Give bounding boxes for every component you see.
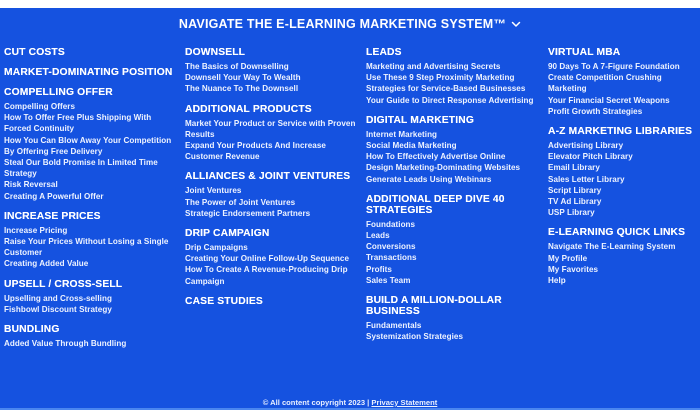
nav-link[interactable]: Systemization Strategies <box>366 332 464 342</box>
nav-link[interactable]: Strategic Endorsement Partners <box>185 208 311 218</box>
nav-link[interactable]: Your Guide to Direct Response Advertising <box>366 95 534 105</box>
nav-link[interactable]: Generate Leads Using Webinars <box>366 174 492 184</box>
section-title-link[interactable]: COMPELLING OFFER <box>4 87 113 98</box>
nav-section <box>548 47 698 117</box>
section-title-link[interactable]: DIGITAL MARKETING <box>366 114 474 126</box>
nav-section <box>548 126 698 218</box>
nav-link[interactable]: The Basics of Downselling <box>185 62 289 71</box>
nav-column-2 <box>185 47 357 316</box>
nav-section <box>366 47 541 106</box>
nav-link[interactable]: Fundamentals <box>366 321 422 331</box>
nav-link[interactable]: 90 Days To A 7-Figure Foundation <box>548 62 680 71</box>
section-title-link[interactable]: ALLIANCES & JOINT VENTURES <box>185 171 351 183</box>
nav-link[interactable]: Creating A Powerful Offer <box>4 191 104 201</box>
nav-link[interactable]: USP Library <box>548 208 595 218</box>
section-title-link[interactable]: A-Z MARKETING LIBRARIES <box>548 126 693 138</box>
nav-link[interactable]: TV Ad Library <box>548 197 602 207</box>
section-title-link[interactable]: E-LEARNING QUICK LINKS <box>548 227 686 239</box>
nav-link[interactable]: Market Your Product or Service with Proven Results <box>185 118 356 139</box>
section-title-link[interactable]: DOWNSELL <box>185 47 246 58</box>
nav-link[interactable]: Fishbowl Discount Strategy <box>4 304 112 314</box>
nav-section <box>4 67 176 78</box>
nav-column-4 <box>548 47 698 295</box>
nav-link[interactable]: How To Effectively Advertise Online <box>366 152 506 162</box>
nav-section <box>185 171 357 219</box>
nav-section <box>4 279 176 315</box>
nav-section <box>185 296 357 307</box>
nav-link[interactable]: Upselling and Cross-selling <box>4 293 112 303</box>
nav-header-toggle[interactable] <box>0 17 700 31</box>
section-title-link[interactable]: LEADS <box>366 47 402 58</box>
nav-link[interactable]: Script Library <box>548 185 602 195</box>
nav-link[interactable]: Creating Your Online Follow-Up Sequence <box>185 254 349 264</box>
nav-link[interactable]: Email Library <box>548 163 600 173</box>
nav-section <box>366 115 541 185</box>
section-title-link[interactable]: BUNDLING <box>4 324 60 336</box>
nav-section <box>185 104 357 163</box>
nav-link[interactable]: Leads <box>366 231 390 241</box>
nav-section <box>4 87 176 202</box>
nav-link[interactable]: Use These 9 Step Proximity Marketing Strategies for Service-Based Businesses <box>366 73 526 94</box>
nav-section <box>4 324 176 349</box>
nav-link[interactable]: Navigate The E-Learning System <box>548 242 676 252</box>
nav-section <box>4 47 176 58</box>
bottom-border <box>0 408 700 410</box>
nav-link[interactable]: Create Competition Crushing Marketing <box>548 73 662 94</box>
nav-link[interactable]: Creating Added Value <box>4 259 89 269</box>
nav-section <box>366 295 541 342</box>
nav-link[interactable]: The Nuance To The Downsell <box>185 84 299 94</box>
nav-link[interactable]: The Power of Joint Ventures <box>185 197 296 207</box>
nav-link[interactable]: How You Can Blow Away Your Competition By Offering Free Delivery <box>4 135 172 156</box>
nav-column-1 <box>4 47 176 358</box>
nav-link[interactable]: Profit Growth Strategies <box>548 106 643 116</box>
nav-link[interactable]: Design Marketing-Dominating Websites <box>366 163 521 173</box>
nav-link[interactable]: Joint Ventures <box>185 186 242 196</box>
nav-section <box>4 211 176 270</box>
section-title-link[interactable]: UPSELL / CROSS-SELL <box>4 278 123 290</box>
section-title-link[interactable]: VIRTUAL MBA <box>548 47 621 58</box>
copyright-text: © All content copyright 2023 | <box>262 398 372 407</box>
footer <box>0 398 700 407</box>
section-title-link[interactable]: INCREASE PRICES <box>4 210 101 222</box>
section-title-link[interactable]: BUILD A MILLION-DOLLAR BUSINESS <box>366 295 502 318</box>
nav-link[interactable]: Elevator Pitch Library <box>548 152 633 162</box>
nav-header-title: NAVIGATE THE E-LEARNING MARKETING SYSTEM™ <box>178 17 507 31</box>
section-title-link[interactable]: CUT COSTS <box>4 47 65 58</box>
nav-link[interactable]: How To Offer Free Plus Shipping With Forced Continuity <box>4 113 152 134</box>
nav-link[interactable]: Raise Your Prices Without Losing a Single Customer <box>4 237 169 258</box>
e-learning-navigation-panel <box>0 8 700 409</box>
nav-link[interactable]: Sales Team <box>366 275 411 285</box>
nav-link[interactable]: My Favorites <box>548 264 599 274</box>
nav-section <box>185 47 357 95</box>
nav-link[interactable]: Conversions <box>366 242 416 252</box>
nav-link[interactable]: Steal Our Bold Promise In Limited Time Strategy <box>4 158 158 179</box>
nav-link[interactable]: Profits <box>366 264 392 274</box>
nav-link[interactable]: Advertising Library <box>548 141 624 151</box>
nav-link[interactable]: Social Media Marketing <box>366 141 457 151</box>
nav-link[interactable]: Help <box>548 276 566 286</box>
nav-link[interactable]: Marketing and Advertising Secrets <box>366 62 501 71</box>
nav-link[interactable]: Compelling Offers <box>4 102 76 111</box>
privacy-statement-link[interactable]: Privacy Statement <box>371 398 438 407</box>
nav-section <box>185 228 357 287</box>
nav-section <box>548 227 698 286</box>
nav-link[interactable]: Sales Letter Library <box>548 174 625 184</box>
nav-section <box>366 194 541 286</box>
nav-link[interactable]: Drip Campaigns <box>185 243 248 253</box>
section-title-link[interactable]: MARKET-DOMINATING POSITION <box>4 67 173 78</box>
nav-link[interactable]: Added Value Through Bundling <box>4 339 127 349</box>
nav-link[interactable]: Your Financial Secret Weapons <box>548 95 670 105</box>
nav-link[interactable]: Internet Marketing <box>366 129 438 139</box>
section-title-link[interactable]: ADDITIONAL PRODUCTS <box>185 103 312 115</box>
nav-link[interactable]: Downsell Your Way To Wealth <box>185 73 301 83</box>
section-title-link[interactable]: DRIP CAMPAIGN <box>185 228 270 240</box>
section-title-link[interactable]: CASE STUDIES <box>185 295 263 307</box>
chevron-down-icon <box>511 19 521 29</box>
nav-link[interactable]: Transactions <box>366 253 417 263</box>
section-title-link[interactable]: ADDITIONAL DEEP DIVE 40 STRATEGIES <box>366 193 505 216</box>
nav-link[interactable]: My Profile <box>548 253 588 263</box>
nav-column-3 <box>366 47 541 351</box>
nav-link[interactable]: How To Create A Revenue-Producing Drip Campaign <box>185 265 348 286</box>
nav-link[interactable]: Expand Your Products And Increase Customer Revenue <box>185 141 326 162</box>
nav-link[interactable]: Foundations <box>366 219 416 229</box>
nav-link[interactable]: Risk Reversal <box>4 180 58 190</box>
nav-link[interactable]: Increase Pricing <box>4 225 68 235</box>
